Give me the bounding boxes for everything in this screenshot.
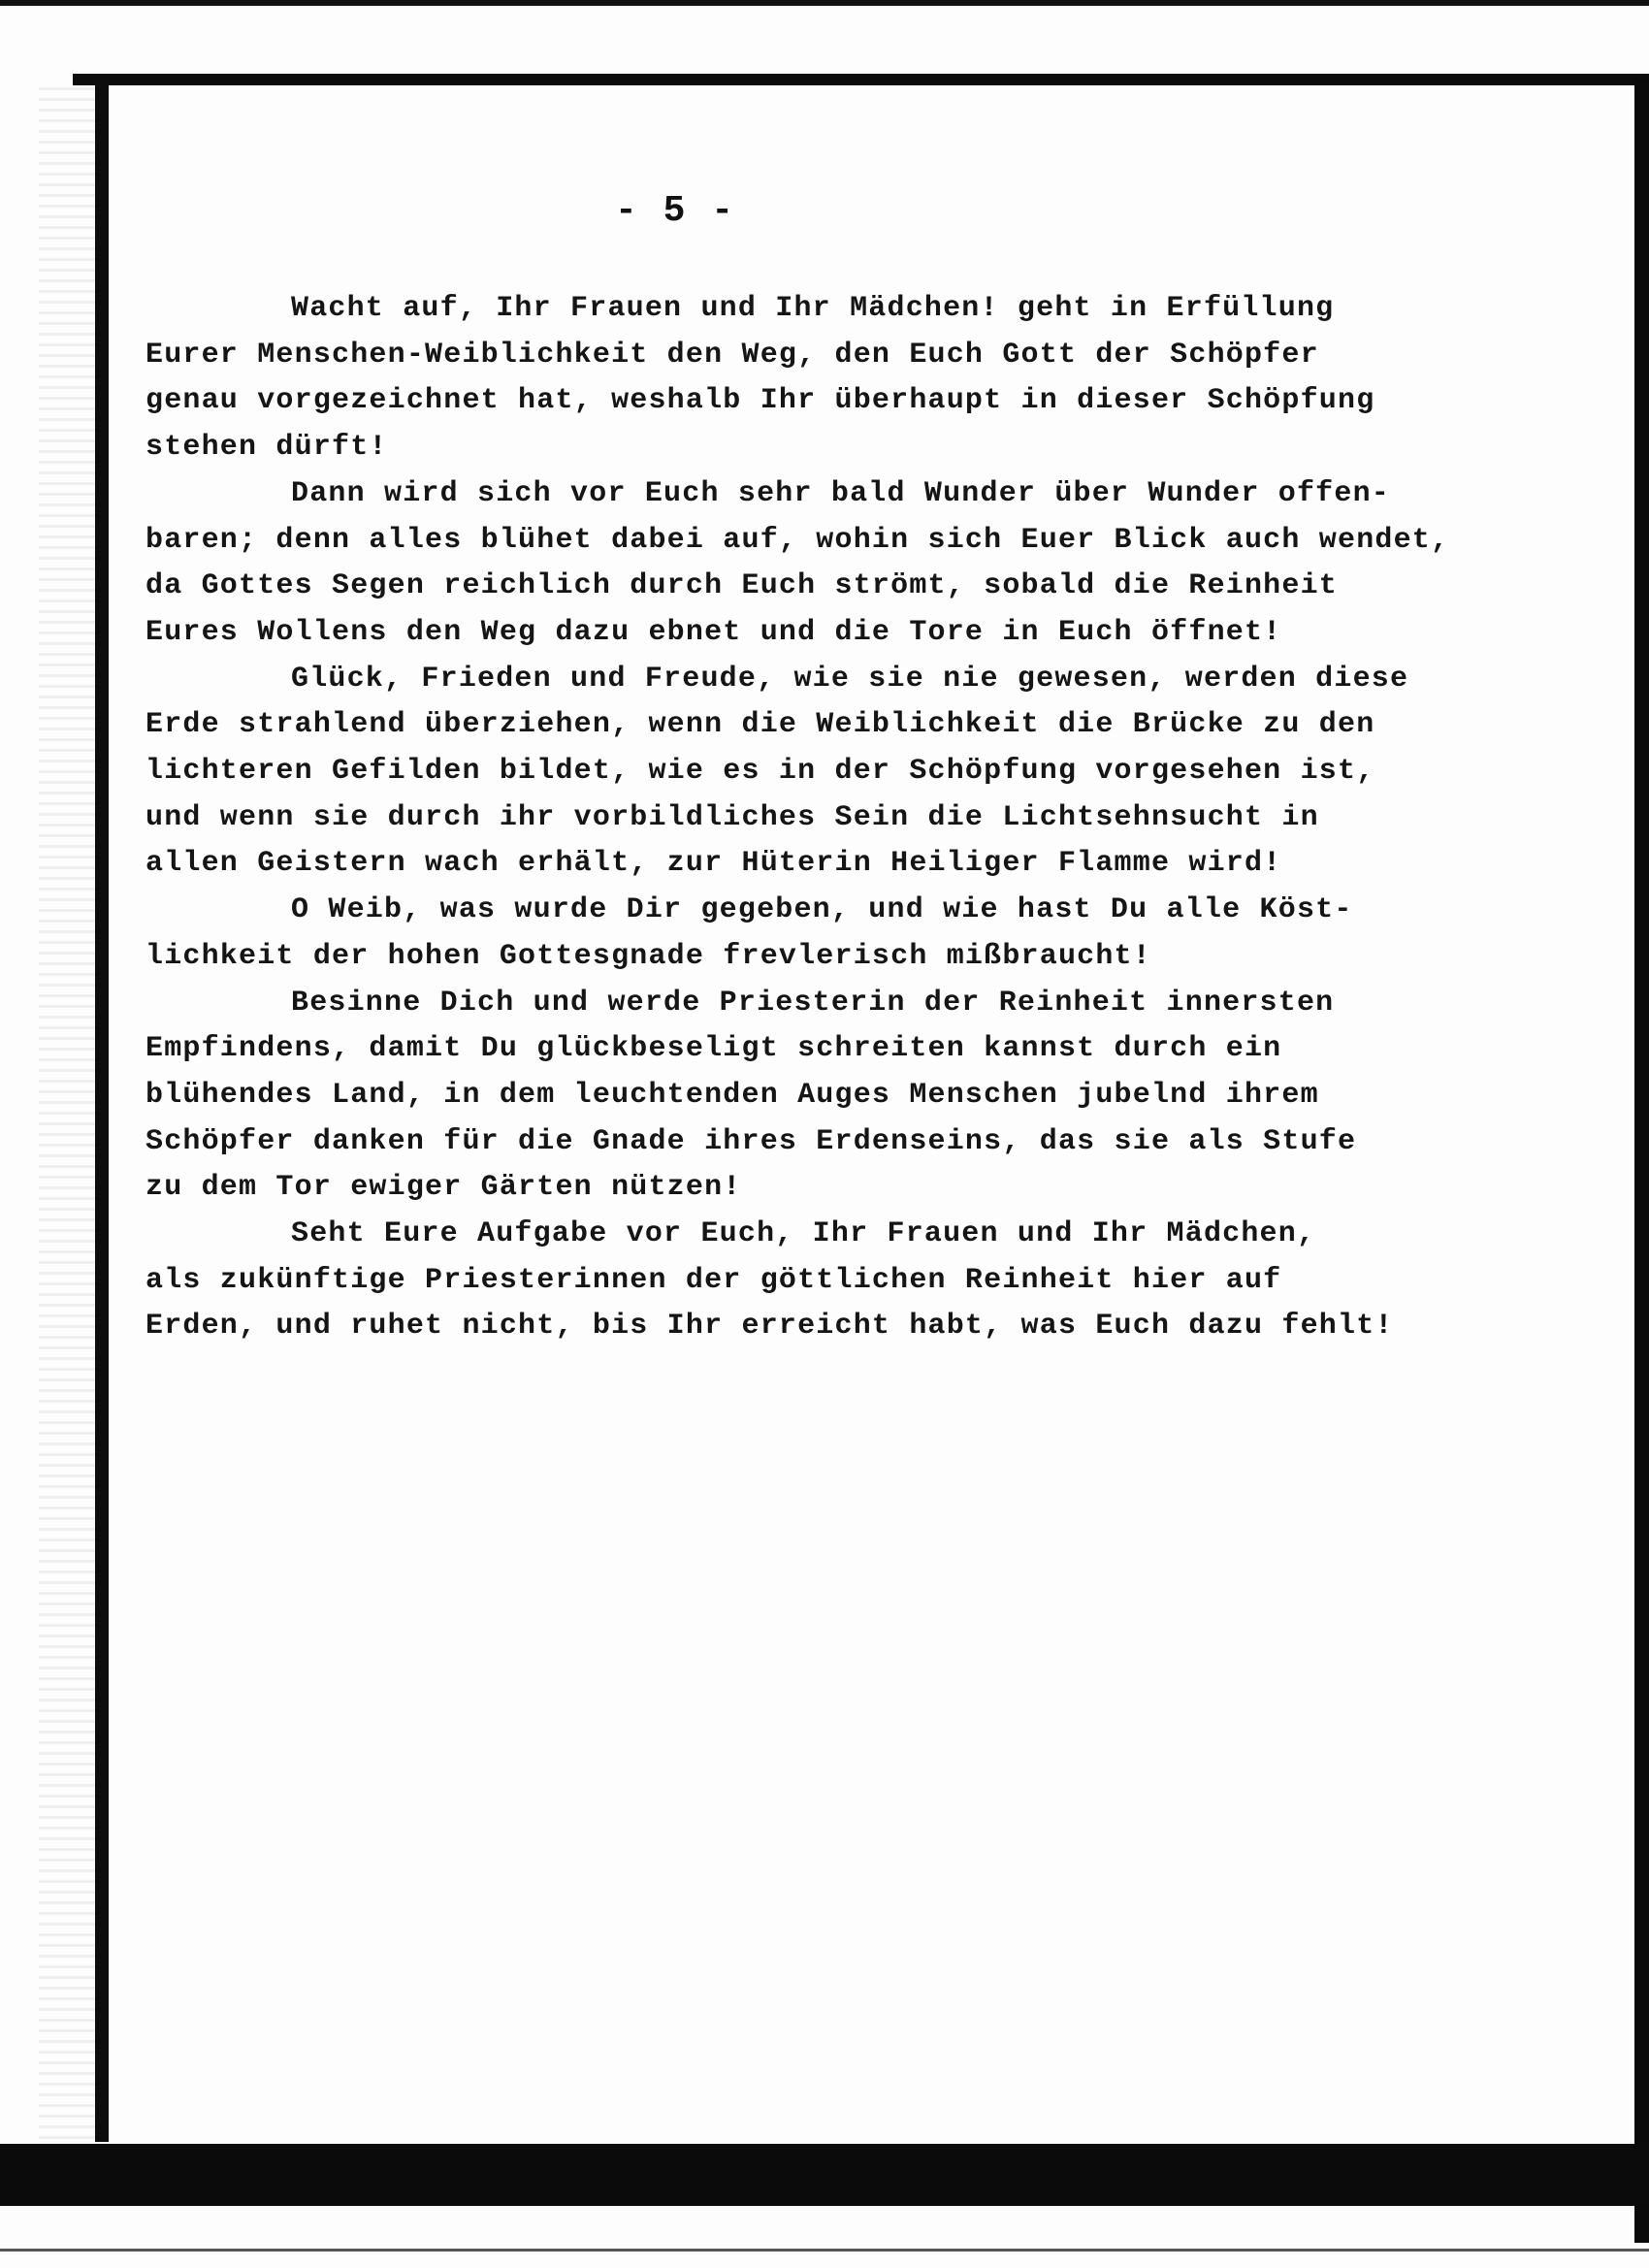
text-line: Seht Eure Aufgabe vor Euch, Ihr Frauen und Ihr Mädchen,: [291, 1217, 1316, 1251]
paragraph-5: [146, 981, 1445, 1213]
text-line: Besinne Dich und werde Priesterin der Reinheit innersten: [291, 986, 1335, 1020]
paragraph-2: [146, 471, 1450, 657]
scan-border-bottom: [0, 2144, 1649, 2206]
text-line: baren; denn alles blühet dabei auf, wohin sich Euer Blick auch wendet,: [146, 523, 1450, 557]
scan-border-top-outer: [0, 0, 1649, 6]
body-text: [146, 286, 1450, 1350]
text-line: Eurer Menschen-Weiblichkeit den Weg, den Euch Gott der Schöpfer: [146, 338, 1319, 372]
paragraph-6: [146, 1212, 1445, 1350]
text-line: lichteren Gefilden bildet, wie es in der Schöpfung vorgesehen ist,: [146, 755, 1375, 789]
text-line: zu dem Tor ewiger Gärten nützen!: [146, 1171, 742, 1205]
text-line: Dann wird sich vor Euch sehr bald Wunder über Wunder offen-: [291, 476, 1390, 510]
text-line: O Weib, was wurde Dir gegeben, und wie hast Du alle Köst-: [291, 893, 1353, 927]
scan-border-right: [1634, 80, 1649, 2243]
text-line: allen Geistern wach erhält, zur Hüterin Heiliger Flamme wird!: [146, 847, 1282, 881]
paragraph-3: [146, 657, 1445, 889]
text-line: blühendes Land, in dem leuchtenden Auges Menschen jubelnd ihrem: [146, 1078, 1319, 1112]
paragraph-1: [146, 286, 1445, 471]
text-line: genau vorgezeichnet hat, weshalb Ihr überhaupt in dieser Schöpfung: [146, 384, 1375, 418]
scan-border-bottom-thin: [0, 2249, 1649, 2252]
text-line: da Gottes Segen reichlich durch Euch strömt, sobald die Reinheit: [146, 569, 1338, 603]
text-line: Schöpfer danken für die Gnade ihres Erdenseins, das sie als Stufe: [146, 1124, 1357, 1158]
text-line: Wacht auf, Ihr Frauen und Ihr Mädchen! geht in Erfüllung: [291, 292, 1335, 325]
text-line: als zukünftige Priesterinnen der göttlichen Reinheit hier auf: [146, 1263, 1282, 1297]
text-line: Eures Wollens den Weg dazu ebnet und die Tore in Euch öffnet!: [146, 615, 1282, 649]
scan-border-top: [73, 74, 1649, 85]
scan-border-left: [95, 80, 109, 2142]
text-line: Erden, und ruhet nicht, bis Ihr erreicht habt, was Euch dazu fehlt!: [146, 1310, 1394, 1344]
scan-edge-speckle: [39, 87, 97, 2144]
page-number: - 5 -: [614, 190, 736, 232]
paragraph-4: [146, 888, 1445, 980]
text-line: und wenn sie durch ihr vorbildliches Sein die Lichtsehnsucht in: [146, 800, 1319, 834]
text-line: lichkeit der hohen Gottesgnade frevlerisch mißbraucht!: [146, 939, 1151, 973]
text-line: Empfindens, damit Du glückbeseligt schreiten kannst durch ein: [146, 1032, 1282, 1066]
text-line: stehen dürft!: [146, 431, 388, 465]
text-line: Glück, Frieden und Freude, wie sie nie gewesen, werden diese: [291, 662, 1409, 696]
text-line: Erde strahlend überziehen, wenn die Weiblichkeit die Brücke zu den: [146, 708, 1375, 742]
